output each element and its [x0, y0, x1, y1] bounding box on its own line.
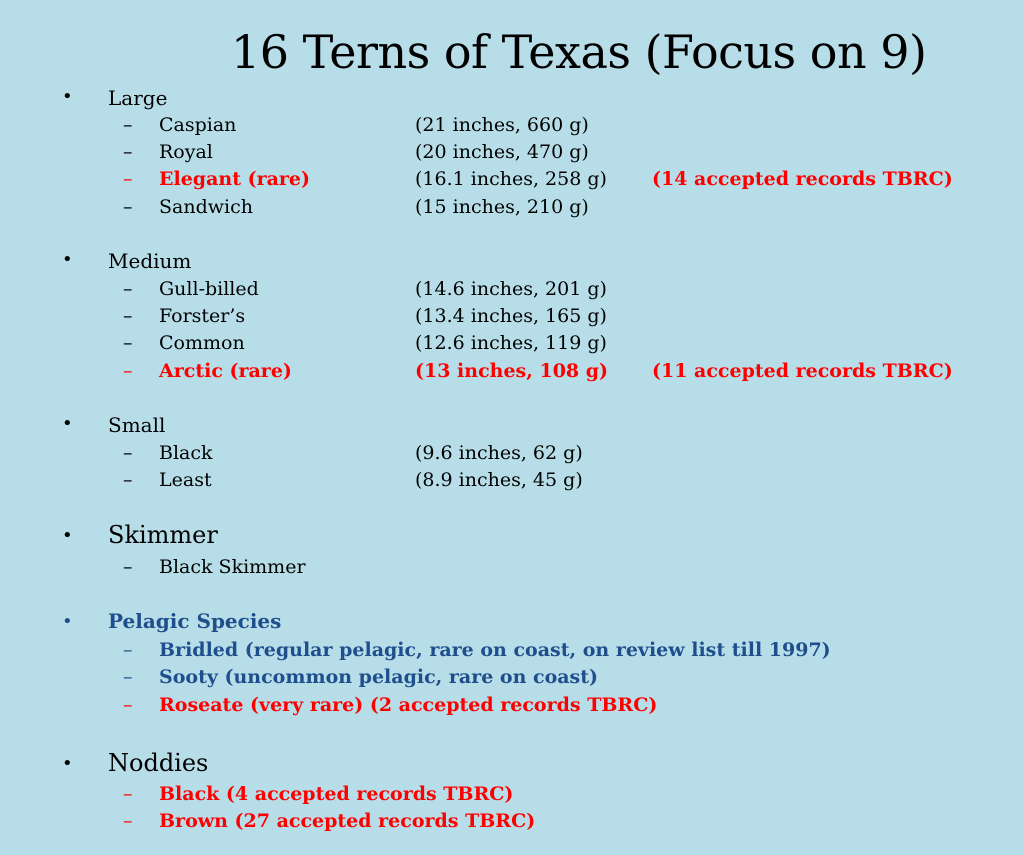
- tern-size: (8.9 inches, 45 g): [415, 469, 583, 491]
- dash-icon: –: [123, 278, 133, 300]
- tern-name: Black: [159, 442, 213, 464]
- tern-size: (20 inches, 470 g): [415, 141, 589, 163]
- tern-name: Black Skimmer: [159, 556, 306, 578]
- slide-title: 16 Terns of Texas (Focus on 9): [231, 25, 927, 79]
- dash-icon: –: [123, 305, 133, 327]
- section-noddies: [0, 749, 1024, 779]
- list-item: [0, 305, 1024, 329]
- section-small: [0, 413, 1024, 437]
- section-large: [0, 86, 1024, 110]
- list-item: [0, 360, 1024, 384]
- list-item: [0, 168, 1024, 192]
- dash-icon: –: [123, 114, 133, 136]
- tern-name: Caspian: [159, 114, 237, 136]
- dash-icon: –: [123, 666, 133, 688]
- tern-name: Sandwich: [159, 196, 253, 218]
- record-note: (11 accepted records TBRC): [652, 360, 953, 382]
- dash-icon: –: [123, 141, 133, 163]
- dash-icon: –: [123, 168, 133, 190]
- dash-icon: –: [123, 810, 133, 832]
- tern-size: (21 inches, 660 g): [415, 114, 589, 136]
- list-item: [0, 442, 1024, 466]
- bullet-icon: •: [62, 753, 73, 774]
- list-item: [0, 278, 1024, 302]
- tern-name: Bridled (regular pelagic, rare on coast, on review list till 1997): [159, 639, 831, 661]
- dash-icon: –: [123, 639, 133, 661]
- bullet-icon: •: [62, 86, 73, 107]
- tern-size: (16.1 inches, 258 g): [415, 168, 607, 190]
- tern-name: Brown (27 accepted records TBRC): [159, 810, 536, 832]
- list-item: [0, 694, 1024, 718]
- dash-icon: –: [123, 469, 133, 491]
- list-item: [0, 666, 1024, 690]
- dash-icon: –: [123, 783, 133, 805]
- tern-name: Common: [159, 332, 245, 354]
- dash-icon: –: [123, 196, 133, 218]
- dash-icon: –: [123, 360, 133, 382]
- list-item: [0, 196, 1024, 220]
- list-item: [0, 556, 1024, 580]
- tern-name: Sooty (uncommon pelagic, rare on coast): [159, 666, 599, 688]
- tern-name: Black (4 accepted records TBRC): [159, 783, 514, 805]
- tern-size: (13.4 inches, 165 g): [415, 305, 607, 327]
- dash-icon: –: [123, 442, 133, 464]
- section-heading-medium: Medium: [108, 249, 192, 273]
- tern-size: (13 inches, 108 g): [415, 360, 609, 382]
- tern-size: (14.6 inches, 201 g): [415, 278, 607, 300]
- list-item: [0, 141, 1024, 165]
- bullet-icon: •: [62, 525, 73, 546]
- section-heading-large: Large: [108, 86, 168, 110]
- tern-name: Least: [159, 469, 212, 491]
- tern-size: (9.6 inches, 62 g): [415, 442, 583, 464]
- section-heading-noddies: Noddies: [108, 749, 209, 777]
- bullet-icon: •: [62, 249, 73, 270]
- list-item: [0, 114, 1024, 138]
- section-heading-pelagic: Pelagic Species: [108, 609, 282, 633]
- dash-icon: –: [123, 556, 133, 578]
- tern-name: Gull-billed: [159, 278, 259, 300]
- tern-name: Roseate (very rare) (2 accepted records TBRC): [159, 694, 658, 716]
- tern-size: (12.6 inches, 119 g): [415, 332, 607, 354]
- tern-name: Forster’s: [159, 305, 246, 327]
- dash-icon: –: [123, 694, 133, 716]
- section-skimmer: [0, 521, 1024, 551]
- tern-name: Elegant (rare): [159, 168, 310, 190]
- tern-name: Arctic (rare): [159, 360, 292, 382]
- list-item: [0, 332, 1024, 356]
- list-item: [0, 783, 1024, 807]
- tern-name: Royal: [159, 141, 213, 163]
- tern-size: (15 inches, 210 g): [415, 196, 589, 218]
- section-heading-small: Small: [108, 413, 166, 437]
- list-item: [0, 810, 1024, 834]
- dash-icon: –: [123, 332, 133, 354]
- record-note: (14 accepted records TBRC): [652, 168, 953, 190]
- section-pelagic: [0, 609, 1024, 635]
- section-heading-skimmer: Skimmer: [108, 521, 218, 549]
- list-item: [0, 639, 1024, 663]
- list-item: [0, 469, 1024, 493]
- bullet-icon: •: [62, 611, 73, 632]
- bullet-icon: •: [62, 413, 73, 434]
- section-medium: [0, 249, 1024, 273]
